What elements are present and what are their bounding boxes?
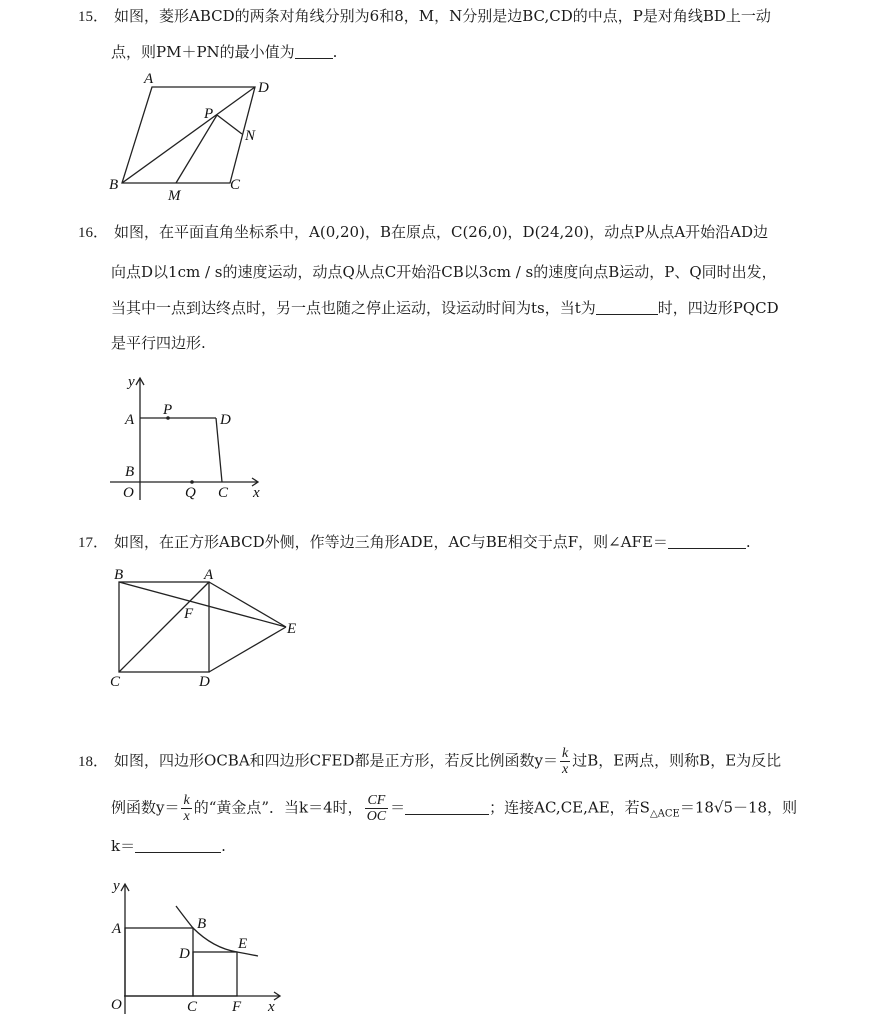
q16-line2 [111, 262, 777, 282]
q17-square-triangle-figure [106, 564, 306, 690]
q16-text3a: 当其中一点到达终点时，另一点也随之停止运动，设运动时间为ts，当t为 [111, 299, 596, 317]
frac-denominator: OC [366, 809, 387, 824]
label-c: C [110, 674, 121, 690]
q16-text2: 向点D以1cm / s的速度运动，动点Q从点C开始沿CB以3cm / s的速度向点B运动，P、Q同时出发， [111, 263, 777, 281]
label-y: y [113, 878, 120, 894]
label-a: A [144, 71, 154, 87]
q17-text1a: 如图，在正方形ABCD外侧，作等边三角形ADE，AC与BE相交于点F，则∠AFE＝ [114, 533, 668, 551]
label-b: B [197, 916, 207, 932]
label-p: P [204, 106, 214, 122]
q18-line3 [111, 836, 226, 856]
q15-rhombus-figure [100, 70, 300, 205]
frac-denominator: x [561, 762, 569, 777]
q18-text2d: ；连接AC,CE,AE，若S [489, 798, 650, 817]
label-a: A [204, 567, 214, 583]
label-x: x [268, 999, 275, 1015]
segment-pn [217, 115, 242, 134]
q16-number: 16． [78, 225, 109, 241]
q18-text2c: ＝ [390, 798, 406, 817]
label-n: N [245, 128, 256, 144]
label-e: E [238, 936, 248, 952]
label-f: F [184, 606, 194, 622]
frac-denominator: x [183, 809, 190, 824]
label-o: O [123, 485, 134, 501]
label-d: D [199, 674, 210, 690]
q17-line1 [78, 532, 751, 553]
label-e: E [287, 621, 297, 637]
label-c: C [187, 999, 198, 1015]
q18-text3b: . [221, 837, 226, 855]
label-a: A [112, 921, 122, 937]
label-x: x [253, 485, 260, 501]
frac-numerator: k [561, 746, 569, 761]
segment-pm [176, 115, 217, 183]
square-cfed [193, 952, 237, 996]
point-q [190, 480, 194, 484]
q16-text4: 是平行四边形. [111, 334, 206, 352]
q15-number: 15． [78, 9, 109, 25]
q16-line4 [111, 333, 206, 353]
label-f: F [232, 999, 242, 1015]
label-q: Q [185, 485, 196, 501]
segment-ac [119, 582, 209, 672]
q18-number: 18． [78, 753, 109, 770]
q15-answer-blank[interactable] [295, 44, 333, 59]
segment-ae [209, 582, 286, 627]
q15-line2 [111, 42, 337, 62]
q17-number: 17． [78, 535, 109, 551]
q16-answer-blank[interactable] [596, 300, 658, 315]
q18-text1b: 过B，E两点，则称B，E为反比 [572, 751, 782, 770]
label-o: O [111, 997, 122, 1013]
fraction-cf-over-oc [365, 793, 388, 824]
q18-answer-blank-1[interactable] [405, 800, 489, 815]
fraction-k-over-x [560, 746, 570, 777]
q18-line2 [111, 793, 797, 825]
q18-answer-blank-2[interactable] [135, 838, 221, 853]
q15-text1: 如图，菱形ABCD的两条对角线分别为6和8，M，N分别是边BC,CD的中点，P是对角线BD上一动 [114, 7, 771, 25]
q18-line1 [78, 746, 781, 777]
q18-subscript-ace: △ACE [649, 808, 680, 820]
q16-text3b: 时，四边形PQCD [657, 299, 779, 317]
q18-text2a: 例函数y＝ [111, 798, 180, 817]
q17-answer-blank[interactable] [668, 534, 746, 549]
square-ocba [125, 928, 193, 996]
label-d: D [179, 946, 190, 962]
label-m: M [168, 188, 181, 204]
q18-hyperbola-figure [108, 876, 288, 1018]
q18-text3a: k＝ [111, 837, 136, 855]
label-b: B [109, 177, 119, 193]
label-b: B [114, 567, 124, 583]
q15-line1 [78, 6, 771, 27]
label-c: C [218, 485, 229, 501]
segment-de [209, 627, 286, 672]
q16-text1: 如图，在平面直角坐标系中，A(0,20)，B在原点，C(26,0)，D(24,20)，动点P从点A开始沿AD边 [114, 223, 769, 241]
label-c: C [230, 177, 241, 193]
label-y: y [128, 374, 135, 390]
label-p: P [163, 402, 173, 418]
q18-text1a: 如图，四边形OCBA和四边形CFED都是正方形，若反比例函数y＝ [114, 751, 558, 770]
label-b: B [125, 464, 135, 480]
q18-text2e: ＝18√5－18，则 [679, 798, 798, 817]
q16-line3 [111, 298, 779, 318]
label-d: D [220, 412, 231, 428]
frac-numerator: CF [365, 793, 388, 809]
fraction-k-over-x-2 [181, 793, 191, 824]
label-d: D [258, 80, 269, 96]
q15-text2b: . [332, 43, 338, 61]
q15-text2a: 点，则PM＋PN的最小值为 [111, 43, 295, 61]
q16-coordinate-figure [108, 372, 278, 510]
frac-numerator: k [183, 793, 190, 808]
label-a: A [125, 412, 135, 428]
diagonal-bd [122, 87, 255, 183]
q18-text2b: 的“黄金点”．当k＝4时， [193, 798, 363, 817]
q16-line1 [78, 222, 768, 243]
q17-text1b: . [745, 533, 751, 551]
